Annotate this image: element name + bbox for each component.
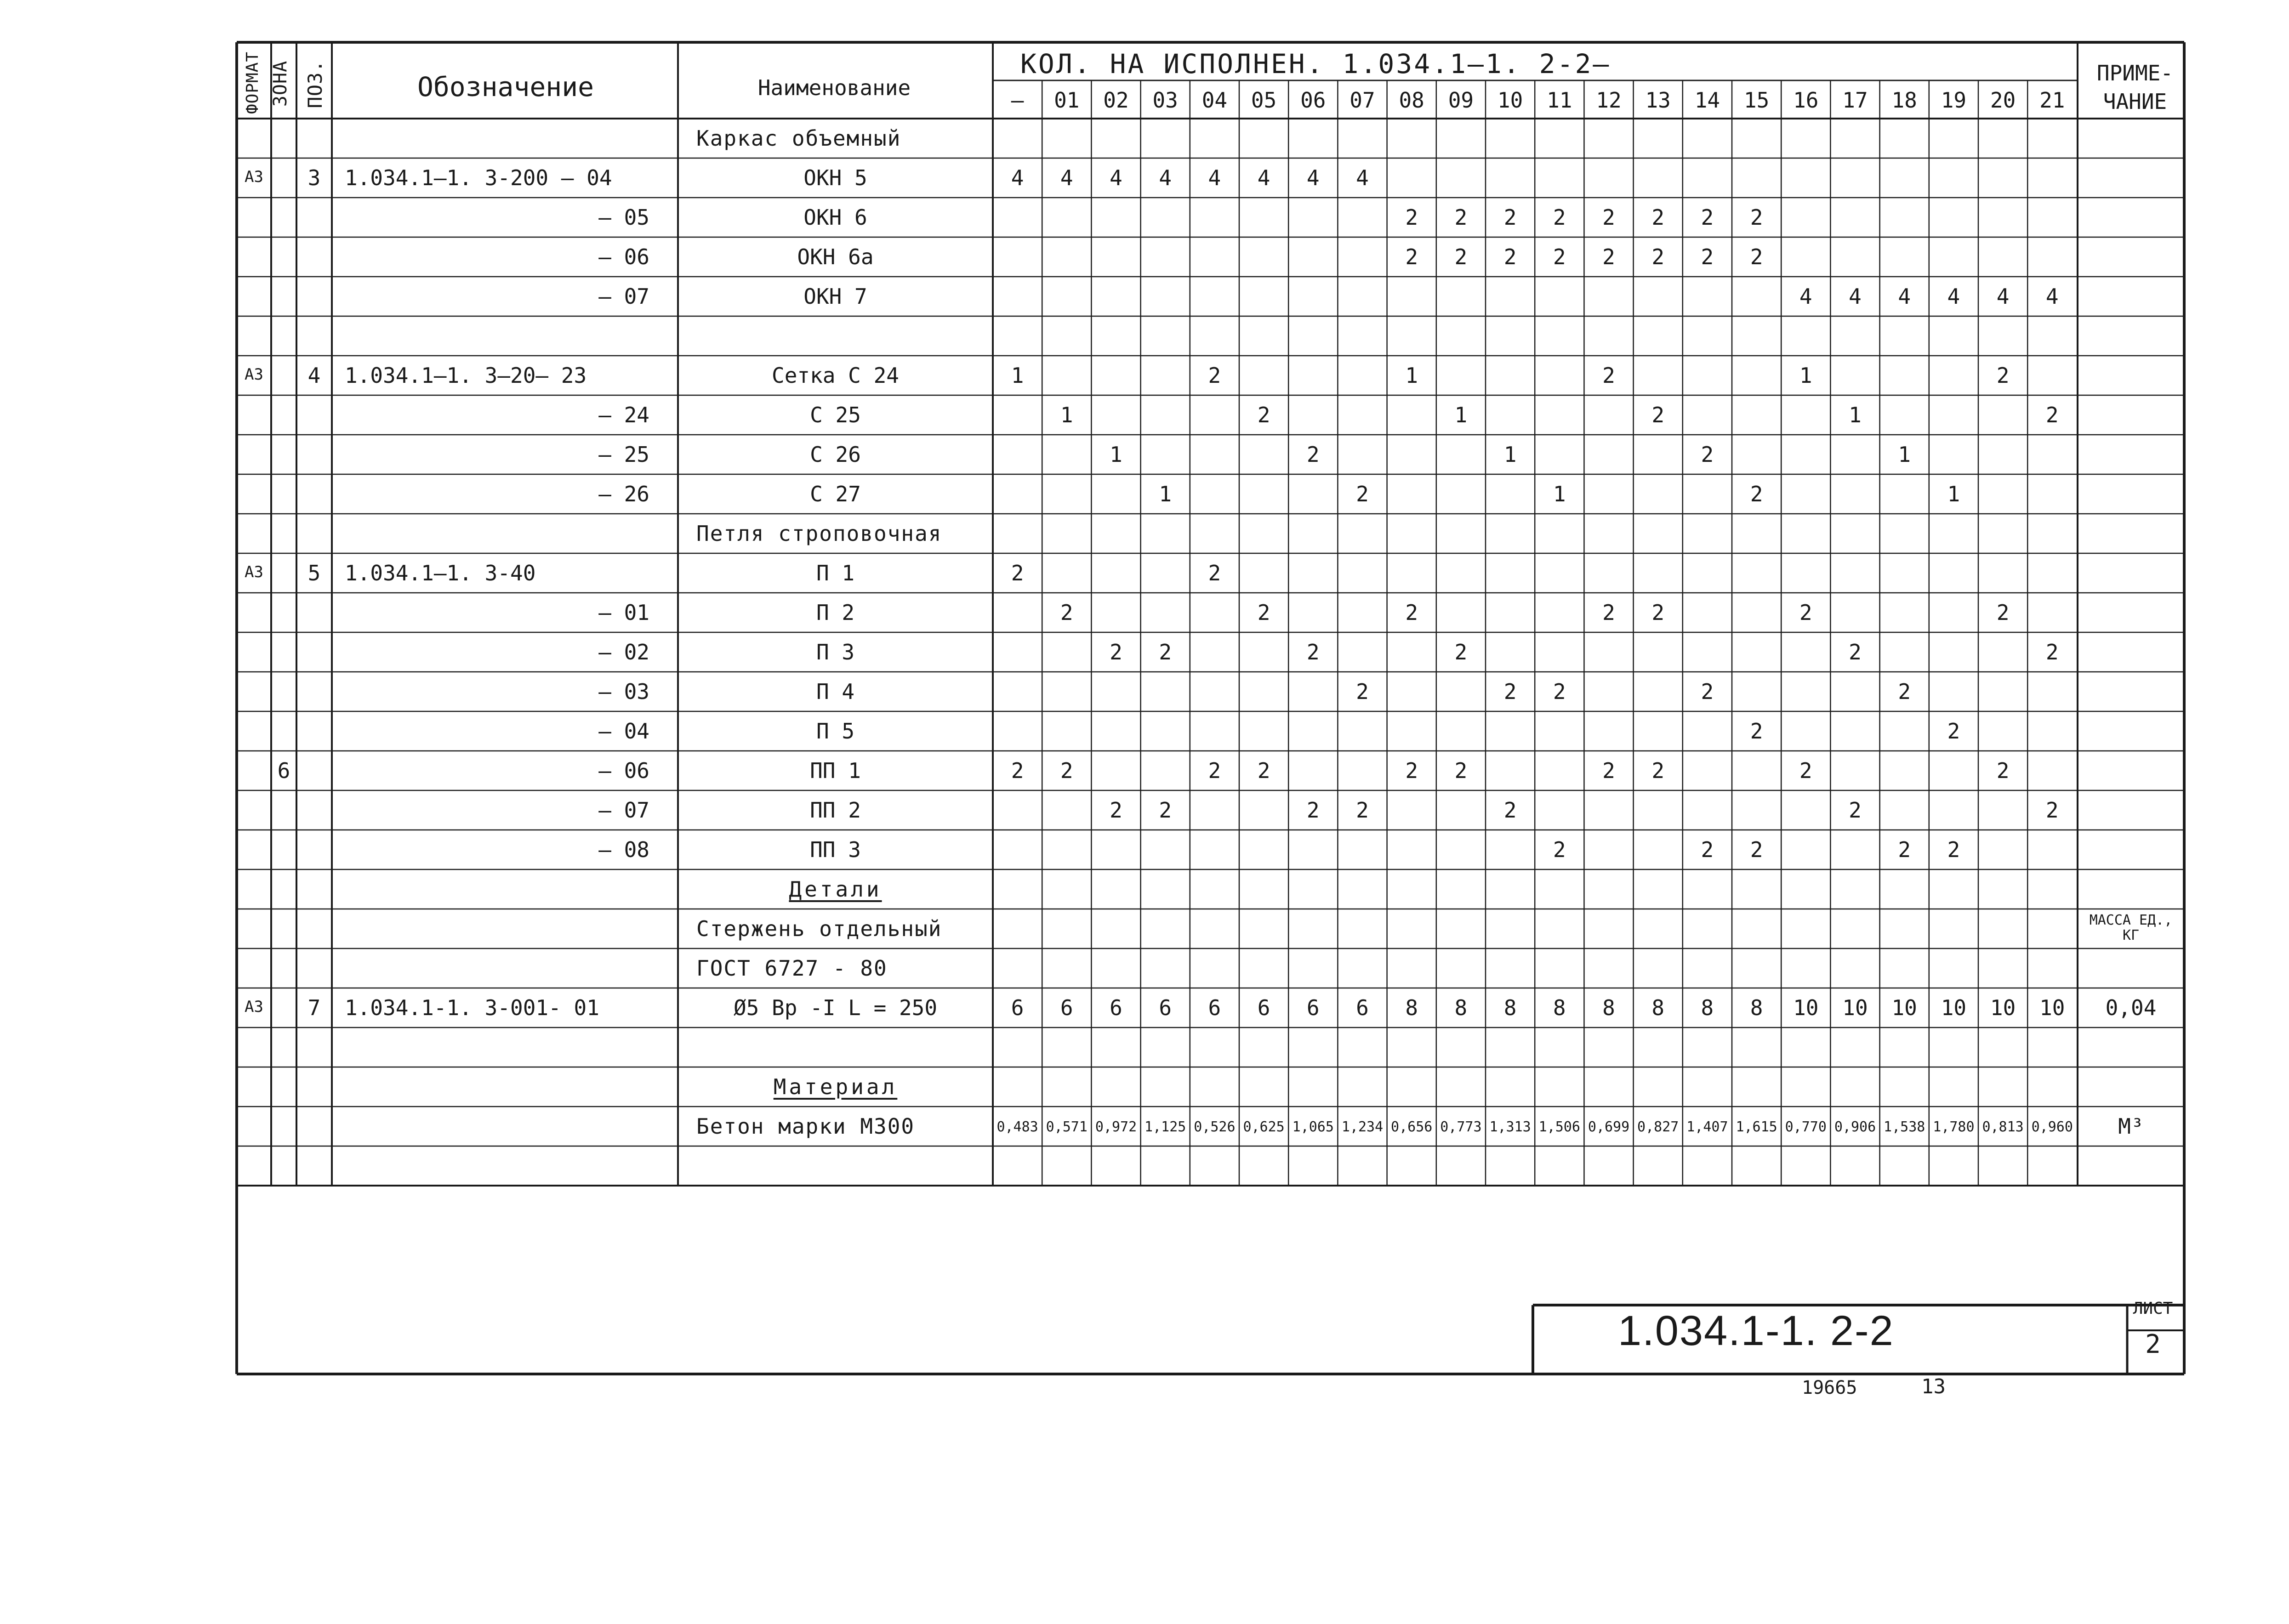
qty-cell: 8 [1750,995,1763,1020]
qty-cell: 2 [1651,244,1665,269]
designation-cell: — 24 [598,403,649,427]
qty-cell: 8 [1454,995,1468,1020]
drawing-designation: 1.034.1-1. 2-2 [1618,1307,1894,1354]
name-cell: Каркас объемный [696,126,901,151]
format-cell: А3 [245,563,263,581]
qty-cell: 6 [1110,995,1122,1020]
name-cell: П 3 [816,640,855,664]
qty-cell: 2 [1257,403,1270,427]
qty-cell: 1,234 [1341,1119,1384,1135]
page-number: 13 [1921,1375,1946,1398]
qty-cell: 4 [1208,165,1221,190]
variant-header: 05 [1251,88,1277,113]
variant-header: 03 [1152,88,1178,113]
sheet-label: ЛИСТ [2133,1299,2173,1318]
qty-cell: 2 [1553,679,1566,704]
zone-cell: 6 [277,758,290,783]
qty-cell: 2 [1503,798,1517,823]
qty-cell: 2 [1947,719,1960,744]
qty-cell: 1,065 [1292,1119,1334,1135]
qty-cell: 8 [1651,995,1665,1020]
qty-cell: 4 [1306,165,1320,190]
qty-cell: 0,625 [1243,1119,1285,1135]
name-cell: П 5 [816,719,855,744]
variant-header: 18 [1891,88,1917,113]
inventory-number: 19665 [1802,1377,1857,1398]
format-cell: А3 [245,168,263,186]
qty-cell: 6 [1257,995,1270,1020]
sheet-number: 2 [2145,1329,2161,1359]
qty-cell: 10 [1891,995,1917,1020]
qty-cell: 1,313 [1489,1119,1531,1135]
qty-cell: 4 [1257,165,1270,190]
qty-cell: 1 [1405,363,1418,388]
col-name-label: Наименование [757,75,911,100]
qty-cell: 2 [1110,640,1122,664]
qty-cell: 0,699 [1588,1119,1630,1135]
variant-header: 15 [1743,88,1770,113]
qty-cell: 2 [2045,403,2059,427]
qty-cell: 4 [1159,165,1172,190]
qty-cell: 2 [1159,640,1172,664]
qty-cell: 1 [1947,482,1960,506]
qty-cell: 0,656 [1391,1119,1433,1135]
qty-cell: 2 [1306,798,1320,823]
qty-cell: 2 [1553,205,1566,230]
col-pos-label: ПОЗ. [304,60,326,108]
qty-cell: 10 [1941,995,1967,1020]
designation-cell: — 07 [598,798,649,823]
qty-cell: 2 [1110,798,1122,823]
qty-cell: 1 [1898,442,1911,467]
qty-cell: 1 [1060,403,1073,427]
pos-cell: 7 [307,995,321,1020]
qty-cell: 10 [1842,995,1868,1020]
qty-cell: 4 [1060,165,1073,190]
qty-cell: 8 [1405,995,1418,1020]
qty-cell: 6 [1060,995,1073,1020]
variant-header: 17 [1842,88,1868,113]
qty-cell: 4 [1898,284,1911,309]
qty-cell: 6 [1208,995,1221,1020]
variant-header: 13 [1645,88,1671,113]
designation-cell: 1.034.1—1. 3—20— 23 [345,363,587,388]
qty-cell: 4 [2045,284,2059,309]
col-format-label: ФОРМАТ [243,51,262,114]
qty-cell: 1,407 [1686,1119,1728,1135]
qty-cell: 6 [1356,995,1369,1020]
qty-cell: 2 [1947,837,1960,862]
qty-cell: 0,960 [2031,1119,2073,1135]
qty-cell: 4 [1011,165,1024,190]
qty-cell: 2 [1208,758,1221,783]
qty-cell: 0,906 [1834,1119,1876,1135]
qty-cell: 2 [1799,600,1812,625]
qty-cell: 2 [1159,798,1172,823]
name-cell: Бетон марки М300 [696,1114,915,1139]
qty-cell: 2 [1602,758,1615,783]
pos-cell: 5 [307,561,321,585]
qty-cell: 10 [2039,995,2065,1020]
variant-header: 16 [1793,88,1819,113]
designation-cell: — 04 [598,719,649,744]
qty-cell: 2 [1454,758,1468,783]
qty-cell: 6 [1011,995,1024,1020]
qty-cell: 2 [1011,561,1024,585]
name-cell: Сетка С 24 [772,363,899,388]
variant-header: 06 [1300,88,1326,113]
qty-cell: 2 [1553,244,1566,269]
qty-cell: 2 [1750,837,1763,862]
designation-cell: 1.034.1—1. 3-40 [345,561,536,585]
qty-cell: 2 [1257,600,1270,625]
qty-cell: 8 [1503,995,1517,1020]
qty-cell: 2 [1996,363,2010,388]
qty-cell: 1 [1849,403,1862,427]
qty-cell: 0,770 [1785,1119,1827,1135]
qty-cell: 0,773 [1440,1119,1482,1135]
qty-cell: 1 [1799,363,1812,388]
qty-cell: 2 [1602,363,1615,388]
qty-cell: 2 [1996,600,2010,625]
designation-cell: — 06 [598,758,649,783]
qty-cell: 2 [1701,244,1714,269]
col-zone-label: ЗОНА [270,60,291,107]
qty-cell: 1,125 [1144,1119,1186,1135]
variant-header: 10 [1497,88,1523,113]
qty-cell: 2 [1454,640,1468,664]
name-cell: ОКН 5 [803,165,867,190]
qty-cell: 2 [1306,442,1320,467]
qty-cell: 2 [1503,679,1517,704]
designation-cell: 1.034.1-1. 3-001- 01 [345,995,599,1020]
variant-header: 02 [1103,88,1129,113]
qty-cell: 8 [1701,995,1714,1020]
qty-cell: 6 [1159,995,1172,1020]
qty-cell: 4 [1947,284,1960,309]
qty-cell: 4 [1799,284,1812,309]
qty-cell: 2 [1356,679,1369,704]
designation-cell: — 26 [598,482,649,506]
qty-cell: 2 [1503,205,1517,230]
variant-header: 09 [1448,88,1474,113]
qty-cell: 0,827 [1637,1119,1679,1135]
designation-cell: — 06 [598,244,649,269]
name-cell: Ø5 Вр -I L = 250 [733,995,938,1020]
designation-cell: — 03 [598,679,649,704]
qty-cell: 2 [1750,719,1763,744]
qty-cell: 0,571 [1046,1119,1088,1135]
qty-cell: 4 [1356,165,1369,190]
qty-cell: 2 [1849,798,1862,823]
qty-cell: 2 [1651,205,1665,230]
pos-cell: 3 [307,165,321,190]
name-cell: Петля строповочная [696,521,942,546]
designation-cell: — 07 [598,284,649,309]
name-cell: С 27 [810,482,861,506]
qty-cell: 2 [1405,600,1418,625]
qty-cell: 2 [1701,205,1714,230]
qty-cell: 2 [1651,600,1665,625]
name-cell: ПП 3 [810,837,861,862]
qty-cell: 2 [1849,640,1862,664]
qty-cell: 2 [1701,679,1714,704]
variant-header: — [1011,88,1024,113]
qty-cell: 2 [1208,363,1221,388]
col-designation-label: Обозначение [417,71,594,102]
qty-cell: 1,506 [1538,1119,1580,1135]
designation-cell: — 02 [598,640,649,664]
name-cell: Материал [773,1074,898,1099]
qty-cell: 1,615 [1736,1119,1777,1135]
qty-cell: 2 [1996,758,2010,783]
name-cell: П 1 [816,561,855,585]
designation-cell: — 01 [598,600,649,625]
qty-cell: 0,526 [1194,1119,1236,1135]
designation-cell: — 08 [598,837,649,862]
qty-cell: 2 [1405,205,1418,230]
qty-cell: 1 [1159,482,1172,506]
variant-header: 12 [1596,88,1622,113]
name-cell: Детали [789,877,882,902]
qty-cell: 2 [1454,205,1468,230]
name-cell: ОКН 6 [803,205,867,230]
variant-header: 21 [2039,88,2065,113]
variant-header: 20 [1990,88,2016,113]
qty-cell: 2 [1602,600,1615,625]
qty-cell: 2 [1503,244,1517,269]
qty-cell: 0,972 [1095,1119,1137,1135]
name-cell: ОКН 6а [797,244,874,269]
name-cell: ГОСТ 6727 - 80 [696,956,888,981]
name-cell: ПП 2 [810,798,861,823]
qty-cell: 2 [1208,561,1221,585]
qty-cell: 0,813 [1982,1119,2024,1135]
qty-cell: 2 [1060,758,1073,783]
variant-header: 19 [1941,88,1967,113]
note-cell: МАССА ЕД., КГ [2089,912,2173,943]
name-cell: Стержень отдельный [696,916,942,941]
designation-cell: — 05 [598,205,649,230]
qty-cell: 2 [1750,482,1763,506]
variant-header: 14 [1694,88,1720,113]
qty-cell: 2 [1799,758,1812,783]
designation-cell: — 25 [598,442,649,467]
qty-cell: 1 [1553,482,1566,506]
qty-cell: 1 [1503,442,1517,467]
variant-header: 11 [1547,88,1572,113]
qty-cell: 2 [1356,482,1369,506]
variant-header: 07 [1349,88,1375,113]
qty-cell: 1 [1454,403,1468,427]
qty-cell: 2 [1750,205,1763,230]
qty-title: КОЛ. НА ИСПОЛНЕН. 1.034.1—1. 2-2— [1020,48,1611,79]
name-cell: С 25 [810,403,861,427]
qty-cell: 2 [1060,600,1073,625]
qty-cell: 1 [1110,442,1122,467]
qty-cell: 1 [1011,363,1024,388]
qty-cell: 2 [1257,758,1270,783]
qty-cell: 2 [1651,758,1665,783]
qty-cell: 1,538 [1884,1119,1925,1135]
qty-cell: 0,483 [996,1119,1038,1135]
name-cell: ОКН 7 [803,284,867,309]
qty-cell: 2 [1011,758,1024,783]
qty-cell: 2 [1405,244,1418,269]
variant-header: 08 [1399,88,1424,113]
qty-cell: 2 [2045,640,2059,664]
qty-cell: 2 [1454,244,1468,269]
name-cell: ПП 1 [810,758,861,783]
qty-cell: 10 [1793,995,1819,1020]
qty-cell: 2 [1405,758,1418,783]
qty-cell: 2 [1651,403,1665,427]
note-cell: М³ [2118,1114,2144,1139]
qty-cell: 2 [1602,205,1615,230]
qty-cell: 2 [1898,837,1911,862]
qty-cell: 1,780 [1933,1119,1975,1135]
qty-cell: 10 [1990,995,2016,1020]
pos-cell: 4 [307,363,321,388]
qty-cell: 2 [1306,640,1320,664]
note-cell: 0,04 [2105,995,2157,1020]
format-cell: А3 [245,365,263,384]
variant-header: 04 [1201,88,1228,113]
qty-cell: 4 [1110,165,1122,190]
qty-cell: 2 [1898,679,1911,704]
variant-header: 01 [1054,88,1080,113]
qty-cell: 2 [1701,442,1714,467]
note-title: ПРИМЕ-ЧАНИЕ [2096,61,2174,114]
designation-cell: 1.034.1—1. 3-200 — 04 [345,165,612,190]
qty-cell: 8 [1553,995,1566,1020]
qty-cell: 2 [1356,798,1369,823]
name-cell: П 2 [816,600,855,625]
name-cell: П 4 [816,679,855,704]
qty-cell: 2 [1701,837,1714,862]
qty-cell: 4 [1996,284,2010,309]
name-cell: С 26 [810,442,861,467]
qty-cell: 2 [1602,244,1615,269]
qty-cell: 2 [1750,244,1763,269]
qty-cell: 4 [1849,284,1862,309]
qty-cell: 8 [1602,995,1615,1020]
qty-cell: 2 [2045,798,2059,823]
qty-cell: 2 [1553,837,1566,862]
format-cell: А3 [245,998,263,1016]
qty-cell: 6 [1306,995,1320,1020]
